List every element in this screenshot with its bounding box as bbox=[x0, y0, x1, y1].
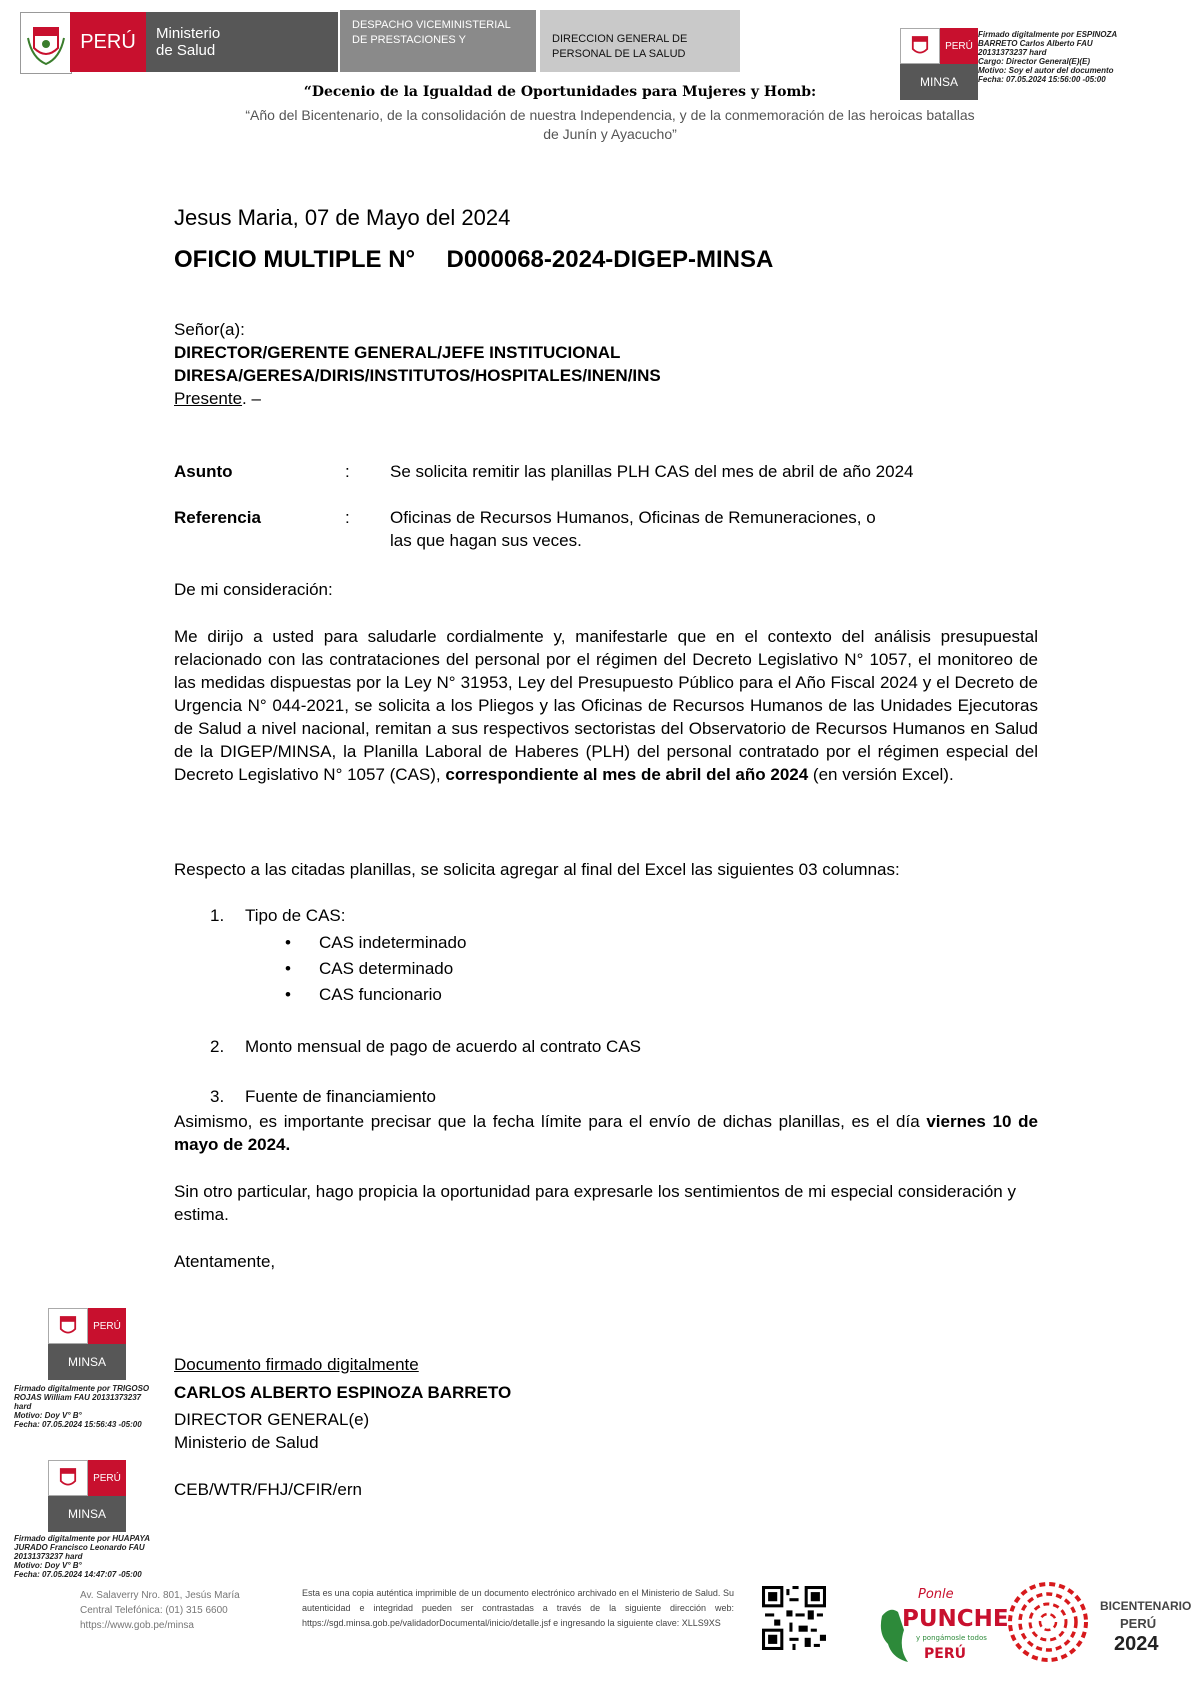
peru-label: PERÚ bbox=[70, 12, 146, 72]
minsa-signature-logo-vb1 bbox=[48, 1308, 126, 1380]
direccion-box: DIRECCION GENERAL DE PERSONAL DE LA SALUD bbox=[540, 10, 740, 72]
paragraph-3-text: Asimismo, es importante precisar que la fecha límite para el envío de dichas planillas, es el día bbox=[174, 1112, 927, 1131]
presente-suffix: . – bbox=[242, 389, 261, 408]
stamp-line: 20131373237 hard bbox=[978, 48, 1047, 57]
coat-of-arms-icon bbox=[26, 18, 66, 68]
list-item: • CAS indeterminado bbox=[285, 930, 466, 956]
oficio-title bbox=[174, 246, 773, 274]
signed-note bbox=[174, 1353, 419, 1376]
presente-word: Presente bbox=[174, 389, 243, 408]
list-1-title: Tipo de CAS: bbox=[245, 906, 346, 925]
recipient-line-2: DIRESA/GERESA/DIRIS/INSTITUTOS/HOSPITALES/INEN/INS bbox=[174, 366, 661, 385]
logo-peru: PERÚ bbox=[88, 1460, 126, 1496]
ministry-label bbox=[146, 12, 338, 72]
stamp-line: Fecha: 07.05.2024 15:56:43 -05:00 bbox=[14, 1420, 142, 1429]
peru-coat-of-arms bbox=[20, 12, 72, 74]
ponle-word-1: Ponle bbox=[918, 1587, 954, 1602]
stamp-line: Firmado digitalmente por ESPINOZA bbox=[978, 30, 1118, 39]
list-3-num: 3. bbox=[210, 1087, 225, 1106]
footer-address: Av. Salaverry Nro. 801, Jesús María bbox=[80, 1590, 240, 1601]
signer-name: CARLOS ALBERTO ESPINOZA BARRETO bbox=[174, 1383, 512, 1402]
stamp-line: hard bbox=[14, 1402, 32, 1411]
asunto-label: Asunto bbox=[174, 462, 233, 481]
paragraph-3 bbox=[174, 1110, 1038, 1156]
coat-of-arms-icon bbox=[48, 1308, 88, 1344]
logo-peru: PERÚ bbox=[88, 1308, 126, 1344]
bicent-peru: PERÚ bbox=[1120, 1616, 1157, 1631]
paragraph-1-end: (en versión Excel). bbox=[808, 765, 954, 784]
referencia-colon: : bbox=[345, 508, 350, 527]
list-1-num: 1. bbox=[210, 906, 225, 925]
stamp-line: Cargo: Director General(E)(E) bbox=[978, 57, 1091, 66]
paragraph-2: Respecto a las citadas planillas, se solicita agregar al final del Excel las siguientes 03 columnas: bbox=[174, 860, 900, 879]
signature-stamp-director bbox=[978, 30, 1178, 84]
cas-type-list bbox=[285, 930, 466, 1008]
referencia-line-2: las que hagan sus veces. bbox=[390, 531, 582, 550]
footer-web: https://www.gob.pe/minsa bbox=[80, 1620, 194, 1631]
logo-minsa: MINSA bbox=[48, 1344, 126, 1380]
signature-stamp-huapaya bbox=[14, 1534, 184, 1579]
signed-note-text: Documento firmado digitalmente bbox=[174, 1355, 419, 1374]
referencia-label: Referencia bbox=[174, 508, 261, 527]
year-motto-line-2: de Junín y Ayacucho” bbox=[543, 126, 677, 142]
stamp-line: Motivo: Soy el autor del documento bbox=[978, 66, 1114, 75]
stamp-line: Firmado digitalmente por TRIGOSO bbox=[14, 1384, 150, 1393]
signer-org: Ministerio de Salud bbox=[174, 1433, 319, 1452]
logo-minsa: MINSA bbox=[48, 1496, 126, 1532]
despacho-box: DESPACHO VICEMINISTERIAL DE PRESTACIONES Y bbox=[340, 10, 536, 72]
stamp-line: Firmado digitalmente por HUAPAYA bbox=[14, 1534, 151, 1543]
oficio-label: OFICIO MULTIPLE N° bbox=[174, 246, 416, 273]
salutation: Señor(a): bbox=[174, 320, 245, 339]
bicent-year: 2024 bbox=[1114, 1633, 1159, 1655]
closing: Atentamente, bbox=[174, 1252, 276, 1271]
bicentenario-swirl-icon bbox=[1004, 1576, 1192, 1668]
paragraph-1-text: Me dirijo a usted para saludarle cordialmente y, manifestarle que en el contexto del análisis presupuestal relacionado con las contrataciones del personal por el régimen del Decreto Legislativo N° 1057, el monitoreo de las medidas dispuestas por la Ley N° 31953, Ley del Presupuesto Público para el Año Fiscal 2024 y el Decreto de Urgencia N° 044-2021, se solicita a los Pliegos y las Oficinas de Recursos Humanos de las Unidades Ejecutoras de Salud a nivel nacional, remitan a sus respectivos sectoristas del Observatorio de Recursos Humanos en Salud de la DIGEP/MINSA, la Planilla Laboral de Haberes (PLH) del personal contratado por el régimen especial del Decreto Legislativo N° 1057 (CAS), bbox=[174, 627, 1038, 784]
consideracion: De mi consideración: bbox=[174, 580, 333, 599]
initials: CEB/WTR/FHJ/CFIR/ern bbox=[174, 1480, 362, 1499]
footer-phone: Central Telefónica: (01) 315 6600 bbox=[80, 1605, 228, 1616]
referencia-text bbox=[390, 506, 876, 552]
stamp-line: Fecha: 07.05.2024 15:56:00 -05:00 bbox=[978, 75, 1106, 84]
list-2-num: 2. bbox=[210, 1037, 225, 1056]
coat-of-arms-icon bbox=[900, 28, 940, 64]
list-item: • CAS funcionario bbox=[285, 982, 466, 1008]
bicentenario-logo bbox=[1004, 1576, 1192, 1668]
presente-line bbox=[174, 387, 661, 410]
decenio-motto: “Decenio de la Igualdad de Oportunidades para Mujeres y Homb: bbox=[303, 84, 817, 100]
stamp-line: JURADO Francisco Leonardo FAU bbox=[14, 1543, 145, 1552]
paragraph-1 bbox=[174, 625, 1038, 786]
ponle-punche-logo bbox=[868, 1578, 1009, 1668]
asunto-colon: : bbox=[345, 462, 350, 481]
footer-authenticity-note: Esta es una copia auténtica imprimible de un documento electrónico archivado en el Ministerio de Salud. Su autenticidad e integridad pueden ser contrastadas a través de la siguiente dirección web: https://sgd.minsa.gob.pe/validadorDocumental/inicio/detalle.jsf e ingresando la siguiente clave: XLLS9XS bbox=[302, 1588, 734, 1628]
list-item: • CAS determinado bbox=[285, 956, 466, 982]
paragraph-4: Sin otro particular, hago propicia la oportunidad para expresarle los sentimientos de mi especial consideración y estima. bbox=[174, 1182, 1016, 1224]
recipient-block bbox=[174, 318, 661, 410]
place-date: Jesus Maria, 07 de Mayo del 2024 bbox=[174, 205, 511, 230]
year-motto bbox=[180, 106, 1040, 144]
stamp-line: ROJAS William FAU 20131373237 bbox=[14, 1393, 142, 1402]
minsa-signature-logo-vb2 bbox=[48, 1460, 126, 1532]
stamp-line: Motivo: Doy V° B° bbox=[14, 1411, 82, 1420]
oficio-number: D000068-2024-DIGEP-MINSA bbox=[446, 246, 774, 273]
stamp-line: Motivo: Doy V° B° bbox=[14, 1561, 82, 1570]
paragraph-1-bold: correspondiente al mes de abril del año 2024 bbox=[445, 765, 809, 784]
signer-title: DIRECTOR GENERAL(e) bbox=[174, 1410, 370, 1429]
ponle-small: y pongámosle todos bbox=[916, 1634, 987, 1642]
logo-minsa: MINSA bbox=[900, 64, 978, 100]
stamp-line: Fecha: 07.05.2024 14:47:07 -05:00 bbox=[14, 1570, 142, 1579]
recipient-line-1: DIRECTOR/GERENTE GENERAL/JEFE INSTITUCIONAL bbox=[174, 343, 621, 362]
bicent-title: BICENTENARIO bbox=[1100, 1599, 1192, 1613]
ponle-word-2: PUNCHE bbox=[902, 1606, 1009, 1632]
qr-code-icon bbox=[762, 1586, 826, 1650]
list-3-title: Fuente de financiamiento bbox=[245, 1087, 436, 1106]
list-2-title: Monto mensual de pago de acuerdo al contrato CAS bbox=[245, 1037, 641, 1056]
ponle-word-3: PERÚ bbox=[924, 1646, 966, 1662]
paragraph-3-bold: viernes 10 de mayo de 2024. bbox=[174, 1112, 1038, 1154]
asunto-text: Se solicita remitir las planillas PLH CAS del mes de abril de año 2024 bbox=[390, 462, 914, 481]
year-motto-line-1: “Año del Bicentenario, de la consolidación de nuestra Independencia, y de la conmemoración de las heroicas batallas bbox=[245, 107, 975, 123]
signature-stamp-trigoso bbox=[14, 1384, 184, 1429]
stamp-line: 20131373237 hard bbox=[14, 1552, 83, 1561]
footer-address-block bbox=[80, 1588, 280, 1633]
ministry-line-2: de Salud bbox=[156, 42, 216, 59]
coat-of-arms-icon bbox=[48, 1460, 88, 1496]
referencia-line-1: Oficinas de Recursos Humanos, Oficinas de Remuneraciones, o bbox=[390, 508, 876, 527]
ponle-punche-icon bbox=[868, 1578, 1009, 1668]
stamp-line: BARRETO Carlos Alberto FAU bbox=[978, 39, 1093, 48]
logo-peru: PERÚ bbox=[940, 28, 978, 64]
ministry-line-1: Ministerio bbox=[156, 25, 221, 42]
